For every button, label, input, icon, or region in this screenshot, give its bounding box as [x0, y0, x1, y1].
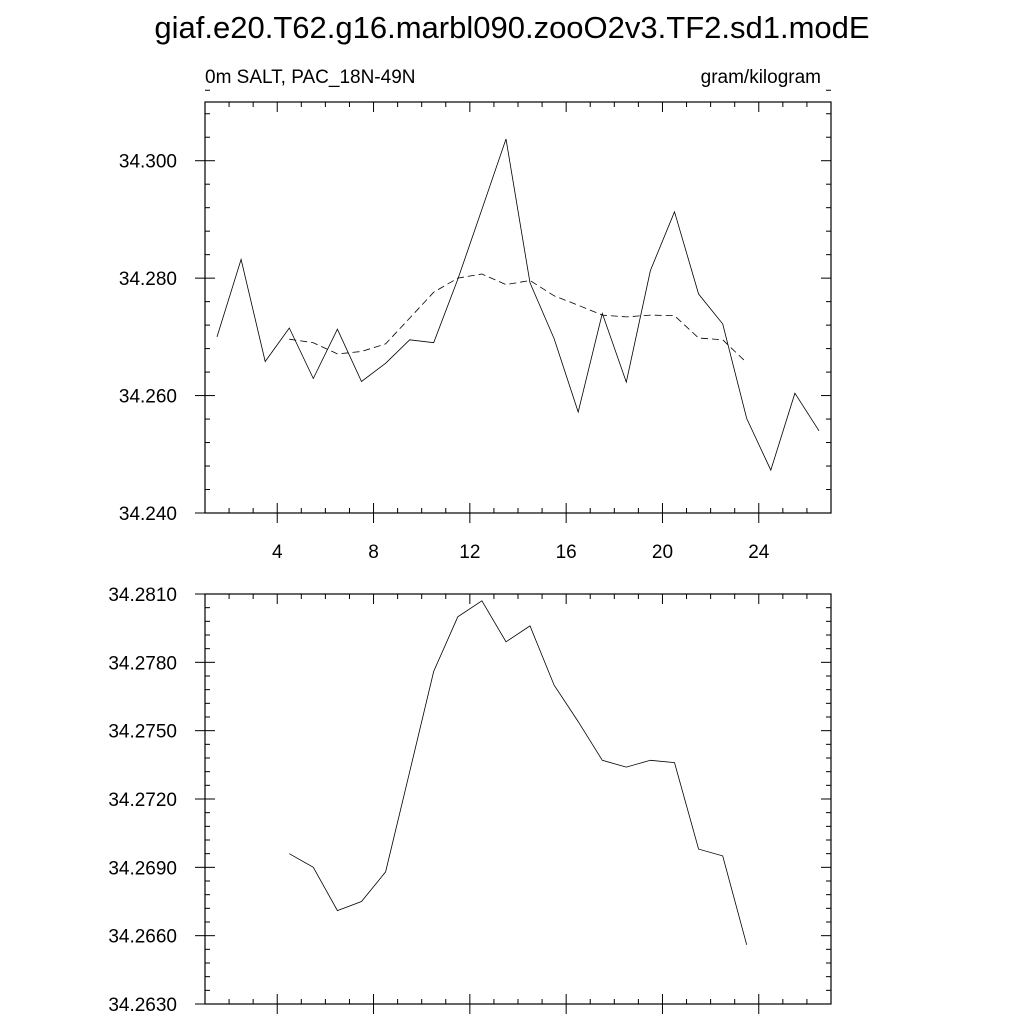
- right-label: gram/kilogram: [700, 67, 821, 88]
- running-mean-line: [289, 274, 746, 363]
- x-tick-label: 24: [748, 542, 770, 563]
- x-tick-label: 16: [555, 542, 577, 563]
- upper-panel: [119, 67, 831, 563]
- y-tick-label: 34.240: [118, 504, 177, 525]
- lower-panel: [108, 585, 831, 1016]
- y-tick-label: 34.2780: [108, 653, 177, 675]
- y-tick-label: 34.2690: [108, 858, 177, 880]
- left-label: 0m SALT, PAC_18N-49N: [205, 67, 416, 88]
- plot-frame: [205, 594, 831, 1004]
- plot-frame: [205, 102, 831, 513]
- y-tick-label: 34.2810: [108, 585, 177, 606]
- y-tick-label: 34.2720: [108, 790, 177, 811]
- y-tick-label: 34.300: [118, 151, 177, 173]
- salinity-line: [289, 601, 746, 945]
- salinity-line: [217, 139, 819, 470]
- y-tick-label: 34.2750: [108, 721, 177, 743]
- x-tick-label: 12: [459, 542, 481, 563]
- figure-title: giaf.e20.T62.g16.marbl090.zooO2v3.TF2.sd1.modE: [154, 10, 870, 45]
- y-tick-label: 34.260: [118, 386, 177, 408]
- x-tick-label: 4: [271, 542, 283, 563]
- y-tick-label: 34.280: [118, 269, 177, 291]
- x-tick-label: 8: [368, 542, 379, 563]
- y-tick-label: 34.2660: [108, 926, 177, 948]
- x-tick-label: 20: [651, 542, 674, 563]
- y-tick-label: 34.2630: [108, 995, 177, 1016]
